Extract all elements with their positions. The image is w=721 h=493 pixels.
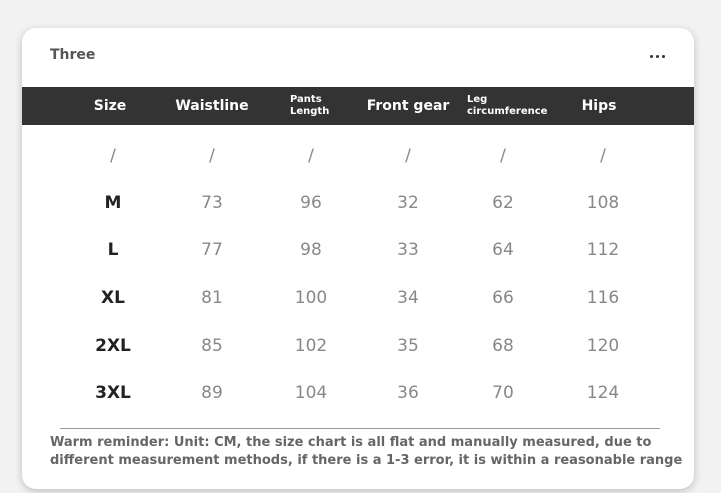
divider [60,428,660,429]
table-cell: 64 [492,240,514,260]
table-cell: 104 [294,383,328,403]
size-cell: M [104,193,122,213]
table-cell: 116 [586,288,620,308]
table-cell: 85 [201,336,223,356]
table-cell: 96 [300,193,322,213]
table-row [22,288,694,312]
table-cell: 68 [492,336,514,356]
table-row [22,193,694,217]
size-chart-card [22,28,694,489]
size-cell: XL [101,288,125,308]
table-cell: 62 [492,193,514,213]
header-size: Size [93,98,127,114]
table-cell: 100 [294,288,328,308]
header-pants-length: Pants Length [290,94,330,117]
table-cell: / [500,146,506,166]
warm-reminder-text: Warm reminder: Unit: CM, the size chart is all flat and manually measured, due to different measurement methods, if there is a 1-3 error, it is within a reasonable range [50,435,683,468]
table-cell: 33 [397,240,419,260]
table-cell: / [110,146,116,166]
table-cell: 35 [397,336,419,356]
table-cell: / [405,146,411,166]
card-title: Three [50,47,96,63]
table-cell: 81 [201,288,223,308]
table-cell: 120 [586,336,620,356]
table-cell: 98 [300,240,322,260]
table-cell: 70 [492,383,514,403]
table-header-row [22,87,694,125]
table-cell: / [600,146,606,166]
table-cell: 102 [294,336,328,356]
table-cell: 77 [201,240,223,260]
table-cell: 89 [201,383,223,403]
table-cell: 36 [397,383,419,403]
size-cell: 2XL [95,336,131,356]
table-cell: 32 [397,193,419,213]
table-cell: / [308,146,314,166]
table-cell: 73 [201,193,223,213]
size-cell: 3XL [95,383,131,403]
table-cell: 34 [397,288,419,308]
header-hips: Hips [581,98,617,114]
table-row [22,240,694,264]
table-row [22,383,694,407]
more-options-icon[interactable] [646,46,668,66]
table-row [22,336,694,360]
size-cell: L [107,240,119,260]
table-cell: 112 [586,240,620,260]
card-header [22,28,694,86]
table-cell: 108 [586,193,620,213]
header-leg-circumference: Leg circumference [467,94,548,117]
table-cell: 124 [586,383,620,403]
header-waistline: Waistline [175,98,249,114]
header-front-gear: Front gear [366,98,450,114]
table-cell: 66 [492,288,514,308]
table-cell: / [209,146,215,166]
table-row [22,146,694,170]
